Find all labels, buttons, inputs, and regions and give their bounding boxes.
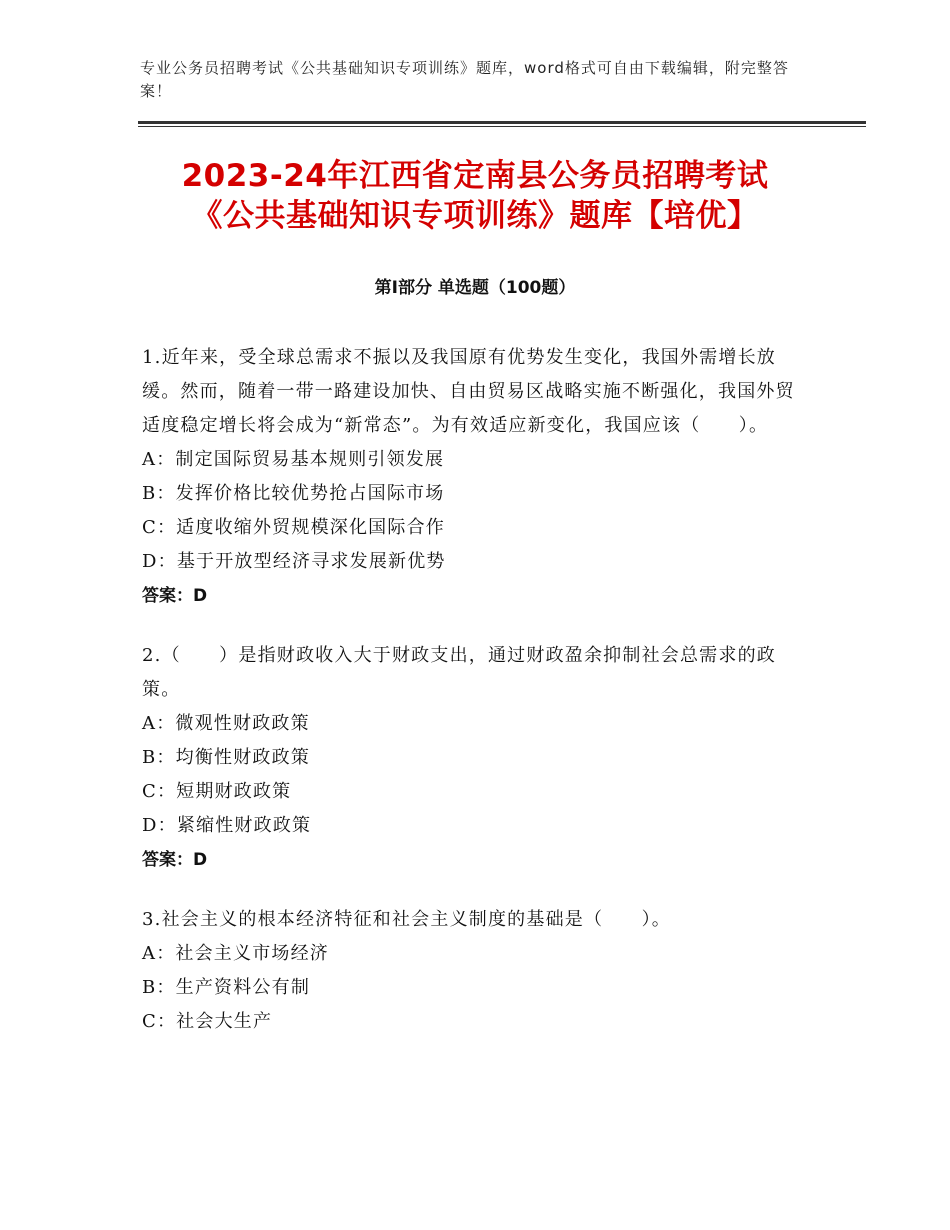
option-b: B：发挥价格比较优势抢占国际市场 bbox=[142, 483, 445, 504]
answer: 答案：D bbox=[142, 586, 208, 606]
question-stem: 2.（ ）是指财政收入大于财政支出，通过财政盈余抑制社会总需求的政策。 bbox=[142, 645, 776, 700]
option-d: D：紧缩性财政政策 bbox=[142, 815, 312, 836]
header-divider-thick bbox=[138, 121, 866, 124]
section-title: 第Ⅰ部分 单选题（100题） bbox=[374, 278, 576, 298]
question-list bbox=[142, 341, 802, 1065]
question-1 bbox=[142, 341, 802, 613]
answer: 答案：D bbox=[142, 850, 208, 870]
option-c: C：社会大生产 bbox=[142, 1011, 273, 1032]
question-stem: 3.社会主义的根本经济特征和社会主义制度的基础是（ ）。 bbox=[142, 909, 671, 930]
header-divider-thin bbox=[138, 126, 866, 127]
option-d: D：基于开放型经济寻求发展新优势 bbox=[142, 551, 446, 572]
question-stem: 1.近年来，受全球总需求不振以及我国原有优势发生变化，我国外需增长放缓。然而，随着一带一路建设加快、自由贸易区战略实施不断强化，我国外贸适度稳定增长将会成为“新常态”。为有效适应新变化，我国应该（ ）。 bbox=[142, 347, 795, 436]
option-a: A：社会主义市场经济 bbox=[142, 943, 329, 964]
document-title bbox=[120, 156, 830, 236]
option-c: C：适度收缩外贸规模深化国际合作 bbox=[142, 517, 445, 538]
question-3 bbox=[142, 903, 802, 1039]
title-line-2: 《公共基础知识专项训练》题库【培优】 bbox=[191, 198, 759, 234]
question-2 bbox=[142, 639, 802, 877]
option-a: A：微观性财政政策 bbox=[142, 713, 310, 734]
title-line-1: 2023-24年江西省定南县公务员招聘考试 bbox=[181, 158, 769, 194]
option-c: C：短期财政政策 bbox=[142, 781, 292, 802]
option-b: B：生产资料公有制 bbox=[142, 977, 311, 998]
option-a: A：制定国际贸易基本规则引领发展 bbox=[142, 449, 445, 470]
page-header: 专业公务员招聘考试《公共基础知识专项训练》题库，word格式可自由下载编辑，附完整答案！ bbox=[140, 59, 789, 100]
option-b: B：均衡性财政政策 bbox=[142, 747, 311, 768]
